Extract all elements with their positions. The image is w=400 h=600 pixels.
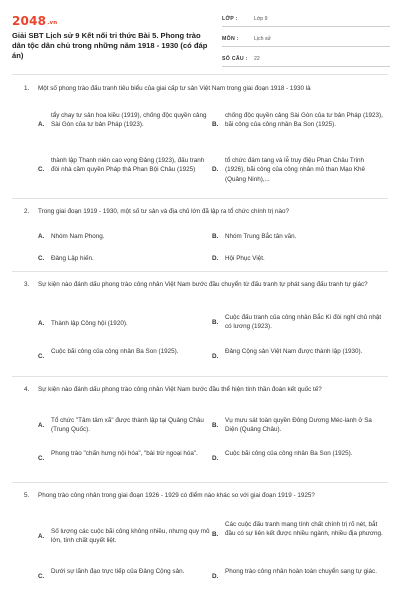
option-text: Nhóm Trung Bắc tân văn.	[225, 233, 297, 240]
meta-row-class	[222, 12, 390, 27]
option-letter: D.	[212, 255, 219, 262]
option-text: tổ chức đám tang và lễ truy điệu Phan Châu Trinh (1926), bãi công của công nhân mỏ than Mạo Khê (Quảng Ninh),...	[225, 157, 366, 183]
option-letter: B.	[212, 233, 219, 240]
meta-table	[222, 12, 390, 67]
meta-value: Lớp 9	[254, 16, 268, 22]
header	[0, 0, 400, 70]
option-letter: C.	[38, 166, 45, 173]
option-letter: A.	[38, 233, 45, 240]
question-1	[12, 84, 388, 194]
meta-value: 22	[254, 56, 260, 62]
option-text: Đảng Lập hiến.	[51, 255, 94, 262]
question-number: 2.	[24, 208, 30, 215]
option-text: Cuộc bãi công của công nhân Ba Son (1925).	[225, 450, 353, 457]
meta-value: Lịch sử	[254, 36, 272, 42]
option-text: Đảng Cộng sản Việt Nam được thành lập (1930).	[225, 348, 363, 355]
question-2	[12, 207, 388, 267]
question-number: 1.	[24, 85, 30, 92]
option-text: Hội Phục Việt.	[225, 255, 265, 262]
question-number: 4.	[24, 386, 30, 393]
question-text: Một số phong trào đấu tranh tiêu biểu của giai cấp tư sản Việt Nam trong giai đoạn 1918 - 1930 là	[38, 85, 311, 92]
option-letter: C.	[38, 455, 45, 462]
site-logo[interactable]	[12, 14, 57, 28]
document-title: Giải SBT Lịch sử 9 Kết nối tri thức Bài 5. Phong trào dân tộc dân chủ trong những năm 1918 - 1930 (có đáp án)	[12, 31, 208, 60]
option-letter: A.	[38, 121, 45, 128]
option-letter: B.	[212, 422, 219, 429]
question-3	[12, 280, 388, 375]
option-text: Các cuộc đấu tranh mang tính chất chính trị rõ nét, bắt đầu có sự liên kết được nhiều ngành, nhiều địa phương.	[225, 521, 383, 538]
option-letter: D.	[212, 166, 219, 173]
logo-suffix: .vn	[47, 20, 58, 26]
meta-label: MÔN :	[222, 36, 239, 42]
question-5	[12, 491, 388, 599]
option-text: Dưới sự lãnh đạo trực tiếp của Đảng Cộng sản.	[51, 568, 185, 575]
question-text: Phong trào công nhân trong giai đoạn 1926 - 1929 có điểm nào khác so với giai đoạn 1919 - 1925?	[38, 492, 315, 499]
question-number: 5.	[24, 492, 30, 499]
question-text: Sự kiện nào đánh dấu phong trào công nhân Việt Nam bước đầu thể hiện tính thần đoàn kết quốc tế?	[38, 386, 322, 393]
option-text: Cuộc đấu tranh của công nhân Bắc Kì đòi nghỉ chủ nhật có lương (1923).	[225, 314, 382, 331]
option-text: Cuộc bãi công của công nhân Ba Son (1925).	[51, 348, 179, 355]
option-letter: D.	[212, 573, 219, 580]
divider	[12, 482, 388, 483]
option-letter: C.	[38, 255, 45, 262]
option-text: Số lượng các cuộc bãi công không nhiều, nhưng quy mô lớn, tính chất quyết liệt.	[51, 528, 210, 545]
divider	[12, 74, 388, 75]
option-text: Tổ chức "Tâm tâm xã" được thành lập tại Quảng Châu (Trung Quốc).	[51, 417, 204, 434]
divider	[12, 198, 388, 199]
option-text: Vụ mưu sát toàn quyền Đông Dương Méc-lanh ở Sa Diện (Quảng Châu).	[225, 417, 372, 434]
meta-label: LỚP :	[222, 16, 238, 22]
meta-row-subject	[222, 32, 390, 47]
option-text: Thành lập Công hội (1920).	[51, 320, 128, 327]
meta-label: SỐ CÂU :	[222, 56, 248, 62]
option-letter: A.	[38, 320, 45, 327]
option-letter: C.	[38, 353, 45, 360]
option-text: Nhóm Nam Phong.	[51, 233, 105, 240]
meta-row-count	[222, 52, 390, 67]
question-text: Trong giai đoạn 1919 - 1930, một số tư sản và địa chủ lớn đã lập ra tổ chức chính trị nào?	[38, 208, 290, 215]
option-letter: C.	[38, 573, 45, 580]
divider	[12, 271, 388, 272]
option-text: Phong trào công nhân hoàn toàn chuyển sang tự giác.	[225, 568, 377, 575]
option-letter: A.	[38, 422, 45, 429]
option-letter: A.	[38, 533, 45, 540]
option-letter: B.	[212, 121, 219, 128]
option-text: chống độc quyền cảng Sài Gòn của tư bản Pháp (1923), bãi công của công nhân Ba Son (1925).	[225, 112, 383, 129]
option-letter: D.	[212, 455, 219, 462]
option-letter: D.	[212, 353, 219, 360]
option-text: thành lập Thanh niên cao vọng Đảng (1923), đấu tranh đòi nhà cầm quyền Pháp thả Phan Bội Châu (1925)	[51, 157, 205, 174]
option-letter: B.	[212, 531, 219, 538]
option-text: Phong trào "chấn hưng nội hóa", "bài trừ ngoại hóa".	[51, 450, 198, 457]
option-letter: B.	[212, 319, 219, 326]
divider	[12, 376, 388, 377]
option-text: tẩy chay tư sản hoa kiều (1919), chống độc quyền cảng Sài Gòn của tư bản Pháp (1923).	[51, 112, 207, 129]
logo-main: 2048	[12, 14, 47, 28]
question-number: 3.	[24, 281, 30, 288]
question-4	[12, 385, 388, 480]
question-text: Sự kiện nào đánh dấu phong trào công nhân Việt Nam bước đầu chuyển từ đấu tranh tự phát sang đấu tranh tự giác?	[38, 281, 368, 288]
